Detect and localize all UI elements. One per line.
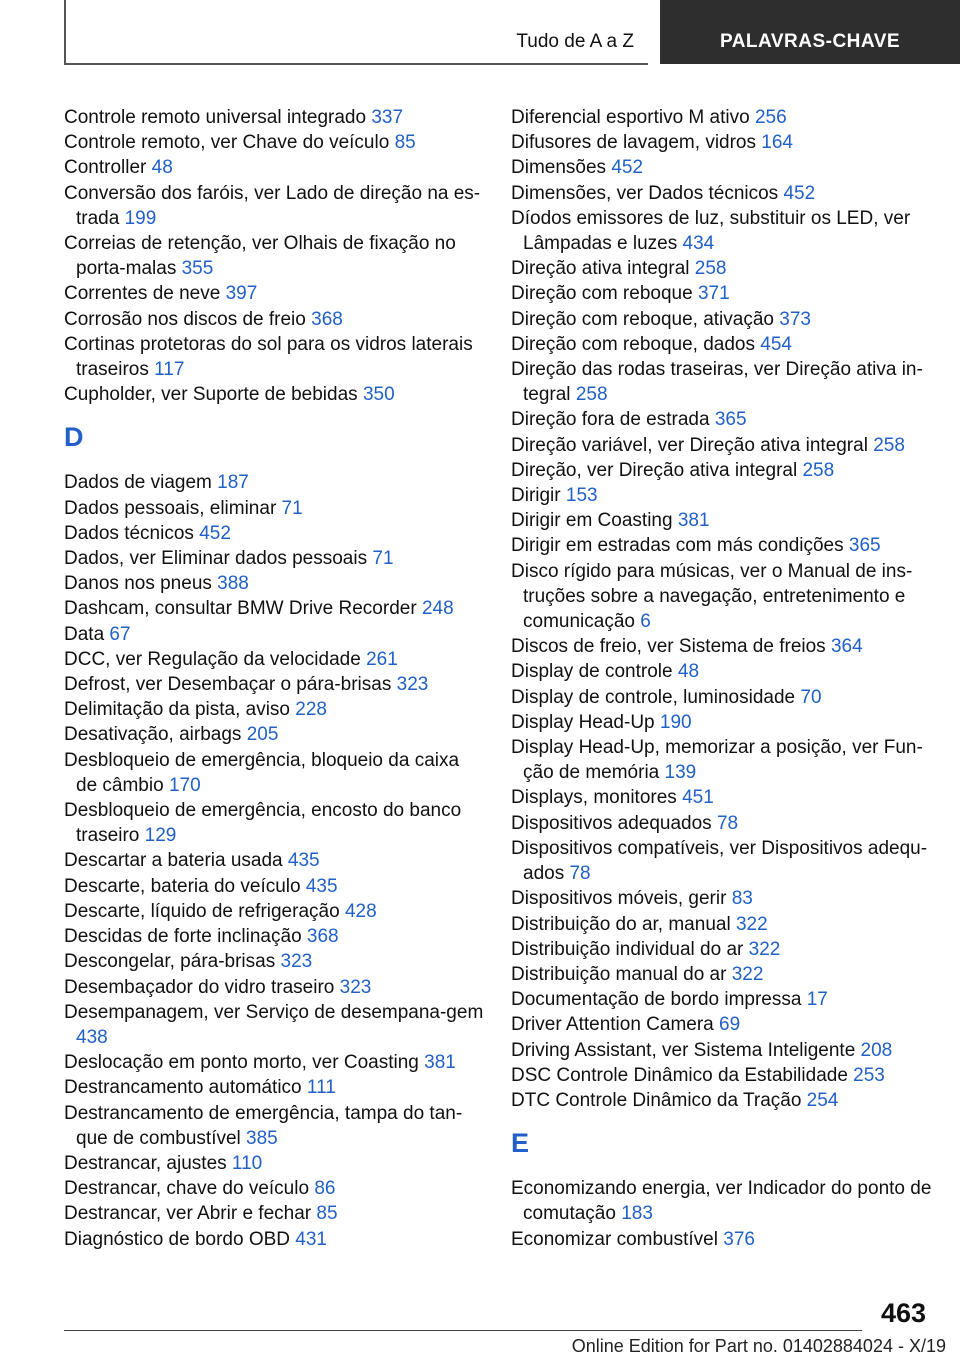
index-entry-text: Descongelar, pára-brisas bbox=[64, 951, 276, 973]
index-entry-text: Direção ativa integral bbox=[511, 258, 690, 280]
header-left-rule bbox=[64, 0, 66, 64]
index-page-link[interactable]: 256 bbox=[754, 107, 787, 128]
index-entry-text: Dispositivos móveis, gerir bbox=[511, 888, 727, 910]
index-entry-text: Descidas de forte inclinação bbox=[64, 926, 302, 948]
index-entry bbox=[64, 332, 484, 382]
index-page-link[interactable]: 365 bbox=[714, 409, 747, 431]
index-entry bbox=[64, 697, 484, 722]
index-entry bbox=[64, 1227, 484, 1252]
index-entry bbox=[64, 1151, 484, 1176]
index-page-link[interactable]: 368 bbox=[311, 308, 343, 330]
index-entry-text: Controle remoto universal integrado bbox=[64, 107, 367, 128]
index-entry bbox=[64, 521, 484, 546]
index-page-link[interactable]: 452 bbox=[199, 522, 231, 544]
index-entry-text: Desbloqueio de emergência, encosto do banco traseiro bbox=[64, 800, 462, 847]
index-entry-text: Economizar combustível bbox=[511, 1228, 718, 1250]
index-entry-text: Dados de viagem bbox=[64, 472, 212, 494]
index-page-link[interactable]: 364 bbox=[830, 636, 863, 658]
index-column-left bbox=[64, 105, 484, 1252]
index-entry-text: Dispositivos adequados bbox=[511, 812, 712, 834]
index-entry bbox=[64, 949, 484, 974]
index-page-link[interactable]: 373 bbox=[779, 308, 811, 330]
index-entry bbox=[511, 559, 941, 635]
index-entry-text: DCC, ver Regulação da velocidade bbox=[64, 648, 361, 670]
index-entry bbox=[64, 155, 484, 180]
index-entry bbox=[64, 647, 484, 672]
index-entry bbox=[511, 836, 941, 886]
index-entry bbox=[511, 332, 941, 357]
index-page-link[interactable]: 67 bbox=[109, 623, 131, 645]
index-entry-text: Destrancar, ajustes bbox=[64, 1152, 227, 1174]
index-page-link[interactable]: 254 bbox=[806, 1089, 839, 1111]
index-page-link[interactable]: 258 bbox=[873, 434, 905, 456]
index-entry bbox=[511, 811, 941, 836]
index-entry-text: Conversão dos faróis, ver Lado de direção na es-trada bbox=[64, 182, 481, 229]
index-entry-text: Display Head-Up, memorizar a posição, ver Fun-ção de memória bbox=[511, 737, 923, 784]
index-page-link[interactable]: 438 bbox=[76, 1026, 108, 1048]
index-entry-text: Destrancamento de emergência, tampa do tan-que de combustível bbox=[64, 1102, 463, 1149]
index-entry-text: Díodos emissores de luz, substituir os LED, ver Lâmpadas e luzes bbox=[511, 207, 911, 255]
index-page-link[interactable]: 228 bbox=[295, 699, 327, 721]
index-page-link[interactable]: 381 bbox=[677, 510, 710, 532]
index-entry bbox=[64, 281, 484, 306]
index-entry bbox=[64, 105, 484, 130]
index-page-link[interactable]: 248 bbox=[421, 598, 454, 620]
index-page-link[interactable]: 78 bbox=[716, 812, 739, 834]
index-entry bbox=[511, 1012, 941, 1037]
index-entry bbox=[511, 357, 941, 407]
index-entry bbox=[511, 1176, 941, 1226]
index-page-link[interactable]: 323 bbox=[339, 976, 372, 998]
index-page-link[interactable]: 69 bbox=[719, 1014, 741, 1036]
index-entry-text: Defrost, ver Desembaçar o pára-brisas bbox=[64, 674, 392, 696]
chapter-tab[interactable]: PALAVRAS-CHAVE bbox=[660, 0, 960, 64]
index-page-link[interactable]: 71 bbox=[281, 497, 303, 519]
index-entry bbox=[511, 1088, 941, 1113]
index-entry-text: Descarte, líquido de refrigeração bbox=[64, 900, 340, 922]
index-entry-text: DTC Controle Dinâmico da Tração bbox=[511, 1089, 802, 1111]
index-entry-text: Display Head-Up bbox=[511, 711, 655, 733]
index-entry bbox=[511, 962, 941, 987]
index-page-link[interactable]: 434 bbox=[682, 233, 715, 255]
index-entry-text: Descartar a bateria usada bbox=[64, 850, 283, 872]
index-entry-text: Direção fora de estrada bbox=[511, 409, 710, 431]
index-entry bbox=[511, 533, 941, 558]
index-entry-text: Discos de freio, ver Sistema de freios bbox=[511, 636, 826, 658]
index-entry-text: Correntes de neve bbox=[64, 283, 221, 305]
index-entry-text: Data bbox=[64, 623, 105, 645]
index-entry-text: Controller bbox=[64, 157, 147, 179]
index-entry-text: Desembaçador do vidro traseiro bbox=[64, 976, 335, 998]
index-entry bbox=[64, 382, 484, 407]
index-entry bbox=[64, 1075, 484, 1100]
index-entry bbox=[511, 659, 941, 684]
index-entry-text: Dirigir em Coasting bbox=[511, 510, 673, 532]
page-number: 463 bbox=[880, 1298, 926, 1328]
index-entry bbox=[511, 937, 941, 962]
index-entry bbox=[64, 130, 484, 155]
index-entry bbox=[64, 1101, 484, 1151]
index-entry bbox=[64, 571, 484, 596]
index-entry bbox=[64, 496, 484, 521]
index-entry bbox=[511, 206, 941, 256]
index-page-link[interactable]: 355 bbox=[181, 258, 214, 280]
index-entry-text: Destrancar, chave do veículo bbox=[64, 1178, 310, 1200]
index-page-link[interactable]: 183 bbox=[621, 1203, 653, 1225]
index-entry bbox=[511, 685, 941, 710]
index-page-link[interactable]: 322 bbox=[731, 963, 764, 985]
index-entry bbox=[511, 1227, 941, 1252]
index-page-link[interactable]: 187 bbox=[217, 472, 249, 494]
index-page-link[interactable]: 199 bbox=[124, 207, 157, 229]
index-page-link[interactable]: 337 bbox=[371, 107, 404, 128]
index-letter-heading: D bbox=[64, 422, 84, 453]
index-entry-text: Displays, monitores bbox=[511, 787, 677, 809]
index-entry-text: Dirigir bbox=[511, 485, 561, 507]
index-entry-text: Difusores de lavagem, vidros bbox=[511, 132, 756, 154]
index-entry bbox=[511, 735, 941, 785]
index-page-link[interactable]: 48 bbox=[151, 157, 173, 179]
index-page-link[interactable]: 428 bbox=[344, 900, 377, 922]
index-entry bbox=[64, 181, 484, 231]
index-entry bbox=[64, 975, 484, 1000]
index-entry-text: Dimensões, ver Dados técnicos bbox=[511, 182, 779, 204]
index-entry bbox=[64, 1050, 484, 1075]
index-entry-text: Distribuição manual do ar bbox=[511, 963, 727, 985]
index-entry bbox=[64, 924, 484, 949]
footer-rule bbox=[64, 1330, 862, 1331]
index-page-link[interactable]: 170 bbox=[168, 774, 201, 796]
index-entry bbox=[64, 848, 484, 873]
index-entry bbox=[64, 596, 484, 621]
index-page-link[interactable]: 376 bbox=[723, 1228, 755, 1250]
index-page-link[interactable]: 371 bbox=[697, 283, 730, 305]
index-entry-text: Correias de retenção, ver Olhais de fixação no porta-malas bbox=[64, 233, 456, 280]
index-entry bbox=[511, 433, 941, 458]
index-entry bbox=[511, 407, 941, 432]
index-entry-text: Danos nos pneus bbox=[64, 573, 212, 595]
index-page-link[interactable]: 110 bbox=[231, 1152, 263, 1174]
index-entry-text: Dados pessoais, eliminar bbox=[64, 497, 277, 519]
index-entry-text: Direção com reboque, dados bbox=[511, 333, 755, 355]
index-page-link[interactable]: 365 bbox=[848, 535, 881, 557]
index-entry-text: Distribuição do ar, manual bbox=[511, 913, 731, 935]
index-entry bbox=[511, 1063, 941, 1088]
index-entry bbox=[511, 785, 941, 810]
index-entry bbox=[511, 886, 941, 911]
index-page-link[interactable]: 153 bbox=[565, 485, 598, 507]
index-page-link[interactable]: 117 bbox=[154, 359, 185, 381]
index-entry-text: Direção variável, ver Direção ativa integral bbox=[511, 434, 868, 456]
index-entry bbox=[511, 634, 941, 659]
index-entry-text: Cortinas protetoras do sol para os vidros laterais traseiros bbox=[64, 333, 473, 381]
index-page-link[interactable]: 454 bbox=[760, 333, 792, 355]
index-page-link[interactable]: 451 bbox=[682, 787, 714, 809]
index-entry-text: Delimitação da pista, aviso bbox=[64, 699, 290, 721]
index-page-link[interactable]: 261 bbox=[366, 648, 398, 670]
index-entry-text: Display de controle bbox=[511, 661, 673, 683]
index-entry-text: Dados, ver Eliminar dados pessoais bbox=[64, 548, 368, 570]
index-entry-text: Documentação de bordo impressa bbox=[511, 989, 802, 1011]
index-page-link[interactable]: 208 bbox=[860, 1039, 893, 1061]
index-page-link[interactable]: 323 bbox=[396, 674, 429, 696]
index-page-link[interactable]: 6 bbox=[640, 611, 651, 633]
index-entry-text: Descarte, bateria do veículo bbox=[64, 875, 301, 897]
index-page-link[interactable]: 17 bbox=[806, 989, 828, 1011]
index-entry bbox=[511, 281, 941, 306]
index-page-link[interactable]: 258 bbox=[802, 459, 835, 481]
index-entry bbox=[64, 546, 484, 571]
index-entry bbox=[511, 105, 941, 130]
index-page-link[interactable]: 381 bbox=[424, 1052, 456, 1074]
index-entry bbox=[511, 1038, 941, 1063]
index-entry bbox=[511, 458, 941, 483]
index-page-link[interactable]: 435 bbox=[305, 875, 338, 897]
index-page-link[interactable]: 350 bbox=[362, 384, 395, 406]
index-entry bbox=[511, 987, 941, 1012]
index-page-link[interactable]: 322 bbox=[735, 913, 768, 935]
index-page-link[interactable]: 388 bbox=[217, 573, 249, 595]
index-page-link[interactable]: 435 bbox=[287, 850, 320, 872]
index-entry bbox=[511, 130, 941, 155]
index-entry bbox=[64, 672, 484, 697]
index-entry-text: Controle remoto, ver Chave do veículo bbox=[64, 132, 390, 154]
index-page-link[interactable]: 205 bbox=[246, 724, 279, 746]
index-entry-text: Destrancar, ver Abrir e fechar bbox=[64, 1203, 312, 1225]
index-entry bbox=[64, 622, 484, 647]
index-page-link[interactable]: 111 bbox=[306, 1077, 336, 1099]
index-entry bbox=[64, 1000, 484, 1050]
index-page-link[interactable]: 70 bbox=[800, 686, 822, 708]
index-entry-text: Direção com reboque bbox=[511, 283, 693, 305]
index-page-link[interactable]: 323 bbox=[280, 951, 313, 973]
index-entry bbox=[64, 231, 484, 281]
index-entry-text: Dimensões bbox=[511, 157, 607, 179]
index-entry-text: Direção com reboque, ativação bbox=[511, 308, 774, 330]
index-entry-text: Diferencial esportivo M ativo bbox=[511, 107, 750, 128]
index-entry-text: Cupholder, ver Suporte de bebidas bbox=[64, 384, 358, 406]
index-entry-text: Corrosão nos discos de freio bbox=[64, 308, 306, 330]
index-entry bbox=[64, 899, 484, 924]
edition-footer: Online Edition for Part no. 01402884024 - X/19 bbox=[571, 1336, 946, 1356]
index-page-link[interactable]: 83 bbox=[731, 888, 753, 910]
index-page-link[interactable]: 258 bbox=[575, 384, 608, 406]
index-entry-text: Direção, ver Direção ativa integral bbox=[511, 459, 798, 481]
index-page-link[interactable]: 139 bbox=[664, 762, 697, 784]
index-entry-text: Desbloqueio de emergência, bloqueio da caixa de câmbio bbox=[64, 749, 460, 796]
index-entry-text: Diagnóstico de bordo OBD bbox=[64, 1228, 291, 1250]
index-entry-text: Driving Assistant, ver Sistema Inteligente bbox=[511, 1039, 856, 1061]
index-page-link[interactable]: 71 bbox=[372, 548, 394, 570]
index-entry bbox=[511, 483, 941, 508]
index-entry bbox=[511, 307, 941, 332]
index-page-link[interactable]: 431 bbox=[295, 1228, 327, 1250]
index-page-link[interactable]: 258 bbox=[694, 258, 727, 280]
index-page-link[interactable]: 190 bbox=[659, 711, 692, 733]
index-page-link[interactable]: 164 bbox=[761, 132, 793, 154]
index-entry-text: Deslocação em ponto morto, ver Coasting bbox=[64, 1052, 419, 1074]
index-entry bbox=[64, 1176, 484, 1201]
index-entry bbox=[64, 798, 484, 848]
index-entry bbox=[511, 256, 941, 281]
index-page-link[interactable]: 253 bbox=[853, 1064, 885, 1086]
index-page-link[interactable]: 452 bbox=[783, 182, 816, 204]
index-entry-text: Display de controle, luminosidade bbox=[511, 686, 796, 708]
index-entry bbox=[64, 874, 484, 899]
index-entry bbox=[64, 748, 484, 798]
index-entry-text: Desempanagem, ver Serviço de desempana-gem bbox=[64, 1001, 484, 1023]
index-page-link[interactable]: 368 bbox=[306, 926, 339, 948]
index-entry bbox=[64, 1201, 484, 1226]
index-entry-text: Dispositivos compatíveis, ver Dispositivos adequ-ados bbox=[511, 837, 928, 885]
index-entry-text: Dirigir em estradas com más condições bbox=[511, 535, 844, 557]
index-entry-text: Economizando energia, ver Indicador do ponto de comutação bbox=[511, 1178, 932, 1225]
index-entry bbox=[511, 181, 941, 206]
index-entry bbox=[511, 912, 941, 937]
index-entry bbox=[64, 470, 484, 495]
index-letter-heading: E bbox=[511, 1128, 530, 1159]
index-entry-text: Driver Attention Camera bbox=[511, 1014, 714, 1036]
index-page-link[interactable]: 385 bbox=[246, 1127, 278, 1149]
index-column-right bbox=[511, 105, 941, 1252]
index-entry-text: DSC Controle Dinâmico da Estabilidade bbox=[511, 1064, 848, 1086]
index-entry-text: Desativação, airbags bbox=[64, 724, 242, 746]
index-entry bbox=[511, 710, 941, 735]
index-page-link[interactable]: 85 bbox=[394, 132, 416, 154]
index-page-link[interactable]: 78 bbox=[569, 863, 591, 885]
index-entry-text: Distribuição individual do ar bbox=[511, 938, 744, 960]
index-entry bbox=[64, 722, 484, 747]
index-entry bbox=[511, 155, 941, 180]
index-entry-text: Disco rígido para músicas, ver o Manual de ins-truções sobre a navegação, entretenimento e comunicação bbox=[511, 560, 913, 633]
index-entry-text: Dados técnicos bbox=[64, 522, 194, 544]
index-entry-text: Destrancamento automático bbox=[64, 1077, 302, 1099]
section-title: Tudo de A a Z bbox=[516, 31, 634, 52]
index-page-link[interactable]: 397 bbox=[225, 283, 258, 305]
index-page-link[interactable]: 452 bbox=[611, 157, 644, 179]
index-entry bbox=[511, 508, 941, 533]
index-page-link[interactable]: 85 bbox=[316, 1203, 338, 1225]
index-page-link[interactable]: 86 bbox=[314, 1178, 336, 1200]
index-page-link[interactable]: 129 bbox=[144, 825, 177, 847]
index-page-link[interactable]: 48 bbox=[677, 661, 700, 683]
index-page-link[interactable]: 322 bbox=[748, 938, 781, 960]
index-entry-text: Dashcam, consultar BMW Drive Recorder bbox=[64, 598, 417, 620]
index-entry bbox=[64, 307, 484, 332]
index-entry-text: Direção das rodas traseiras, ver Direção ativa in-tegral bbox=[511, 359, 923, 406]
